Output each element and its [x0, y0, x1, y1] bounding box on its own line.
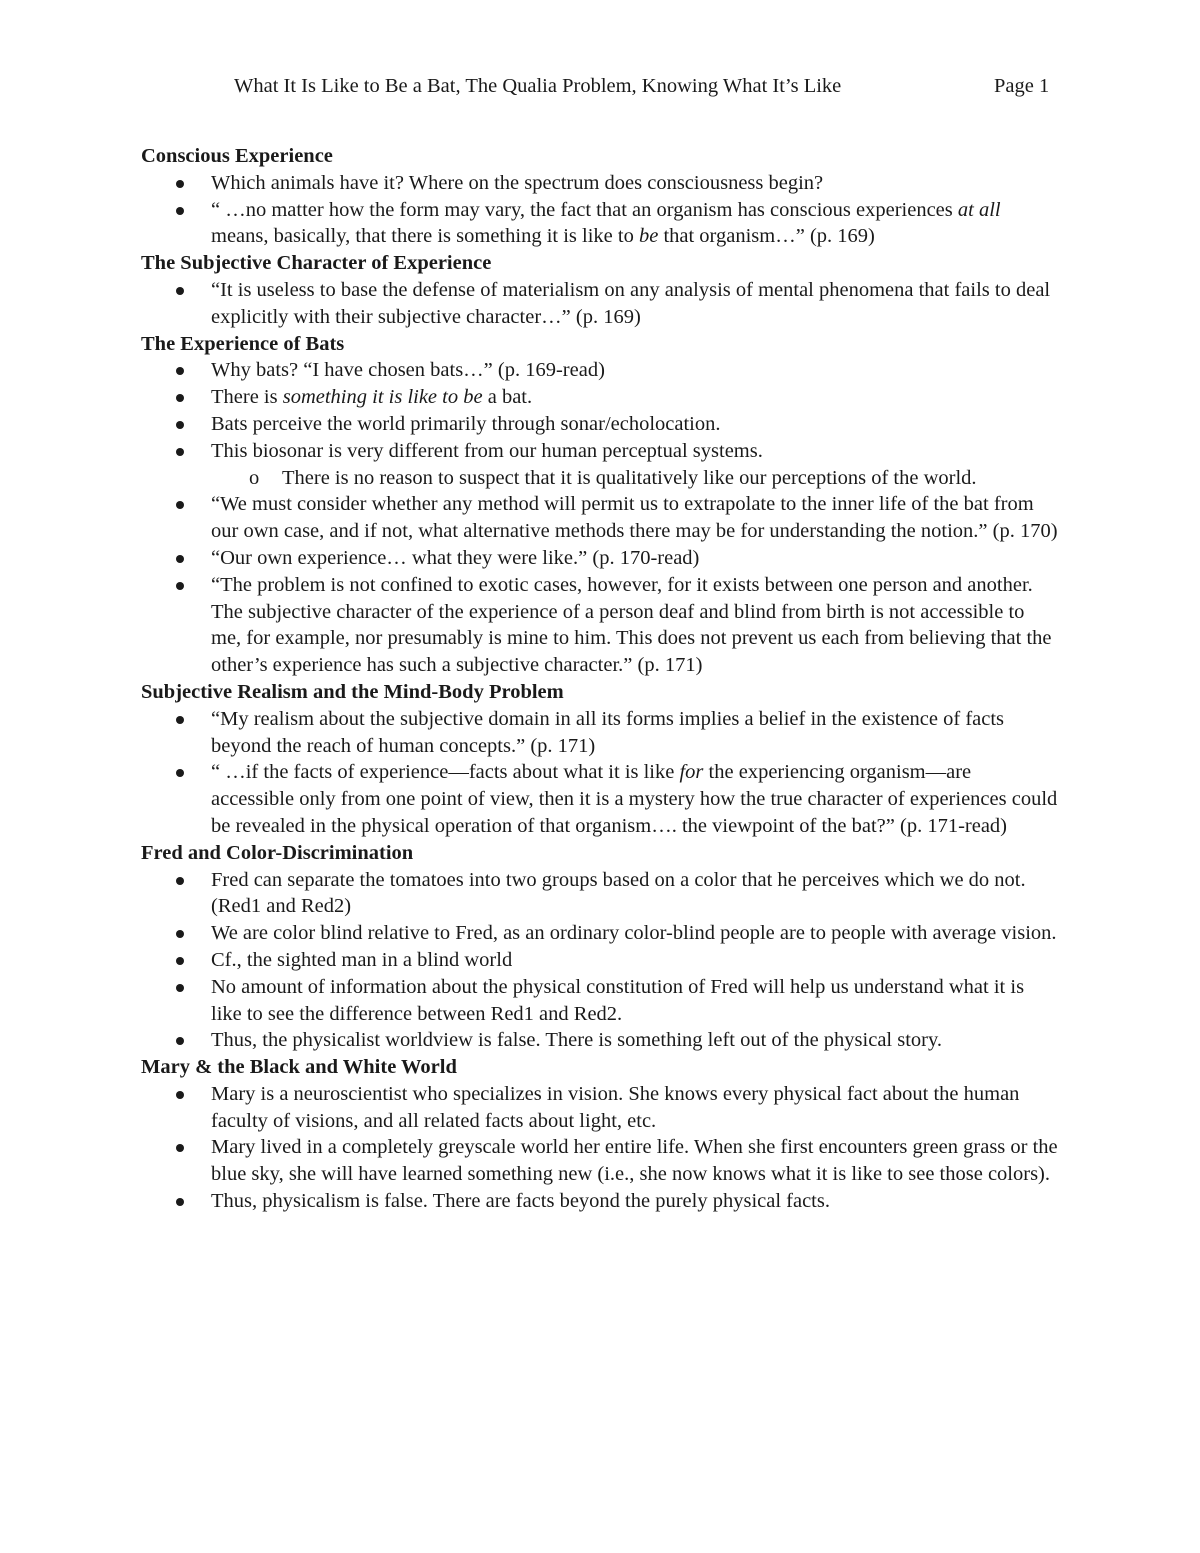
bullet-item	[141, 357, 1066, 384]
bullet-item	[141, 1134, 1066, 1188]
bullet-dot-icon	[176, 394, 184, 402]
bullet-dot-icon	[176, 448, 184, 456]
sub-bullet-item	[141, 465, 1058, 492]
bullet-text: There is	[211, 386, 283, 409]
bullet-text: “We must consider whether any method will permit us to extrapolate to the inner life of the bat from our own case, and if not, what alternative methods there may be for understanding the notion.” (p. 170)	[211, 493, 1058, 543]
bullet-list	[141, 170, 1066, 250]
bullet-dot-icon	[176, 367, 184, 375]
bullet-text: Mary lived in a completely greyscale world her entire life. When she first encounters green grass or the blue sky, she will have learned something new (i.e., she now knows what it is like to see those colors).	[211, 1136, 1058, 1186]
bullet-dot-icon	[176, 1037, 184, 1045]
bullet-item	[141, 1027, 1066, 1054]
bullet-dot-icon	[176, 421, 184, 429]
bullet-text: “It is useless to base the defense of materialism on any analysis of mental phenomena that fails to deal explicitly with their subjective character…” (p. 169)	[211, 278, 1051, 328]
bullet-text: Mary is a neuroscientist who specializes in vision. She knows every physical fact about the human faculty of visions, and all related facts about light, etc.	[211, 1082, 1020, 1132]
section-heading: The Subjective Character of Experience	[141, 252, 492, 275]
bullet-text: a bat.	[482, 386, 533, 409]
bullet-item	[141, 867, 1066, 921]
bullet-dot-icon	[176, 1144, 184, 1152]
document-body	[141, 143, 1066, 1215]
bullet-text: that organism…” (p. 169)	[658, 225, 875, 248]
bullet-dot-icon	[176, 1198, 184, 1206]
section-heading: Fred and Color-Discrimination	[141, 841, 414, 864]
bullet-list	[141, 706, 1066, 840]
bullet-list	[141, 867, 1066, 1055]
bullet-list	[141, 357, 1066, 679]
bullet-item	[141, 384, 1066, 411]
bullet-item	[141, 491, 1066, 545]
bullet-text: “ …if the facts of experience—facts about what it is like	[211, 761, 680, 784]
section-heading: The Experience of Bats	[141, 332, 345, 355]
bullet-item	[141, 1081, 1066, 1135]
bullet-text: Which animals have it? Where on the spectrum does consciousness begin?	[211, 171, 824, 194]
bullet-text: This biosonar is very different from our human perceptual systems.	[211, 439, 763, 462]
bullet-text: Cf., the sighted man in a blind world	[211, 948, 513, 971]
bullet-item	[141, 759, 1066, 839]
section-heading: Conscious Experience	[141, 145, 333, 167]
sub-bullet-text: There is no reason to suspect that it is qualitatively like our perceptions of the world.	[282, 466, 977, 489]
bullet-text: “My realism about the subjective domain in all its forms implies a belief in the existence of facts beyond the reach of human concepts.” (p. 171)	[211, 707, 1005, 757]
bullet-dot-icon	[176, 180, 184, 188]
bullet-text: the experiencing organism—are accessible only from one point of view, then it is a mystery how the true character of experiences could be revealed in the physical operation of that organism…. the viewpoint of the bat?” (p. 171-read)	[211, 761, 1058, 837]
bullet-item	[141, 170, 1066, 197]
bullet-dot-icon	[176, 957, 184, 965]
bullet-text: “The problem is not confined to exotic cases, however, for it exists between one person and another. The subjective character of the experience of a person deaf and blind from birth is not accessible to me, for example, nor presumably is mine to him. This does not prevent us each from believing that the other’s experience has such a subjective character.” (p. 171)	[211, 573, 1052, 677]
bullet-dot-icon	[176, 207, 184, 215]
bullet-dot-icon	[176, 582, 184, 590]
document-title: What It Is Like to Be a Bat, The Qualia Problem, Knowing What It’s Like	[234, 75, 842, 97]
bullet-dot-icon	[176, 984, 184, 992]
italic-text: at all	[957, 198, 1001, 221]
section-heading: Mary & the Black and White World	[141, 1056, 457, 1079]
bullet-item	[141, 974, 1066, 1028]
bullet-text: “Our own experience… what they were like.” (p. 170-read)	[211, 546, 700, 569]
bullet-item	[141, 706, 1066, 760]
bullet-item	[141, 438, 1066, 492]
bullet-text: No amount of information about the physical constitution of Fred will help us understand what it is like to see the difference between Red1 and Red2.	[211, 975, 1025, 1025]
bullet-text: means, basically, that there is something it is like to	[211, 225, 639, 248]
bullet-text: Thus, the physicalist worldview is false. There is something left out of the physical story.	[211, 1029, 943, 1052]
bullet-text: Why bats? “I have chosen bats…” (p. 169-read)	[211, 359, 605, 382]
bullet-text: We are color blind relative to Fred, as an ordinary color-blind people are to people with average vision.	[211, 922, 1057, 945]
bullet-text: “ …no matter how the form may vary, the fact that an organism has conscious experiences	[211, 198, 958, 221]
bullet-item	[141, 920, 1066, 947]
bullet-list	[141, 1081, 1066, 1215]
page-number: Page 1	[994, 75, 1050, 97]
sub-bullet-marker: o	[249, 466, 260, 489]
sub-bullet-list	[141, 465, 1058, 492]
bullet-dot-icon	[176, 877, 184, 885]
bullet-item	[141, 411, 1066, 438]
page-header	[0, 73, 1200, 101]
italic-text: for	[679, 761, 704, 784]
bullet-item	[141, 545, 1066, 572]
bullet-text: Thus, physicalism is false. There are facts beyond the purely physical facts.	[211, 1190, 830, 1213]
bullet-text: Fred can separate the tomatoes into two groups based on a color that he perceives which we do not. (Red1 and Red2)	[211, 868, 1026, 918]
bullet-item	[141, 277, 1066, 331]
bullet-item	[141, 1188, 1066, 1215]
bullet-item	[141, 197, 1066, 251]
bullet-dot-icon	[176, 769, 184, 777]
bullet-dot-icon	[176, 1091, 184, 1099]
bullet-dot-icon	[176, 501, 184, 509]
bullet-dot-icon	[176, 555, 184, 563]
italic-text: something it is like to be	[282, 386, 483, 409]
section-heading: Subjective Realism and the Mind-Body Problem	[141, 680, 564, 703]
bullet-list	[141, 277, 1066, 331]
bullet-dot-icon	[176, 716, 184, 724]
italic-text: be	[638, 225, 659, 248]
bullet-item	[141, 572, 1066, 679]
bullet-item	[141, 947, 1066, 974]
bullet-dot-icon	[176, 287, 184, 295]
bullet-text: Bats perceive the world primarily through sonar/echolocation.	[211, 412, 721, 435]
bullet-dot-icon	[176, 930, 184, 938]
